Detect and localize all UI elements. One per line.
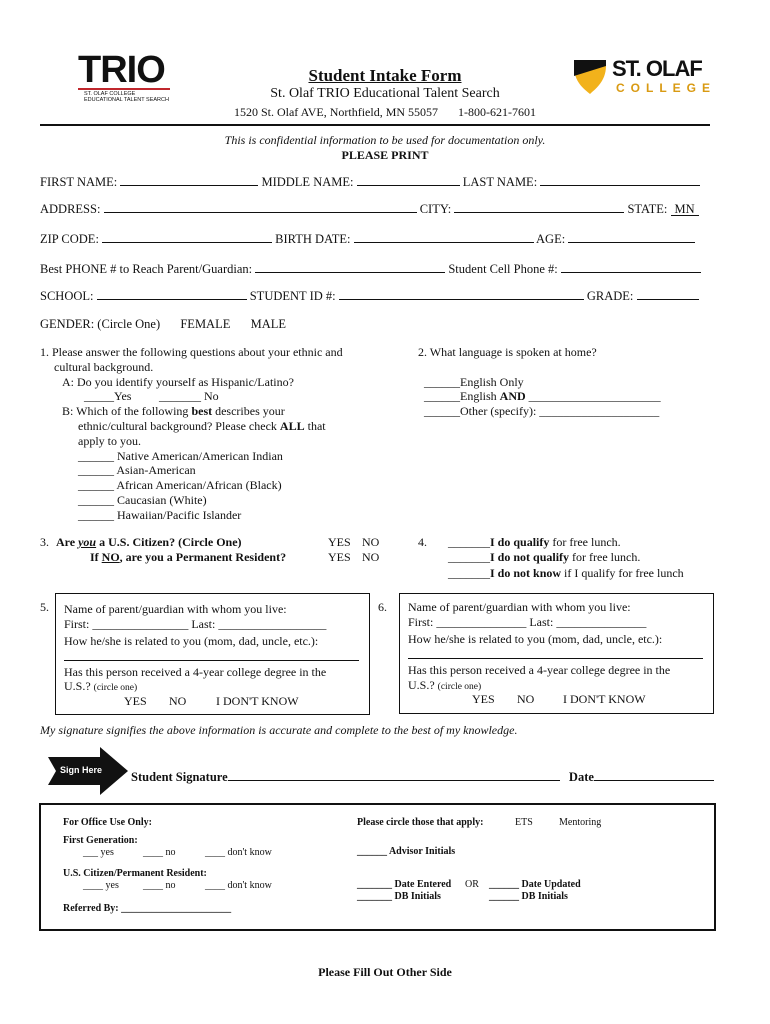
stolaf-logo-top: ST. OLAF [612, 56, 702, 81]
q1-b2-pre: ethnic/cultural background? Please check [78, 418, 280, 433]
office-db-initials-2[interactable]: ______ DB Initials [489, 891, 568, 902]
first-name-label: FIRST NAME: [40, 175, 118, 189]
address-field[interactable] [104, 200, 417, 213]
office-date-updated[interactable]: ______ Date Updated [489, 879, 581, 890]
q6-us [408, 678, 481, 695]
middle-name-field[interactable] [357, 173, 460, 186]
q5-num: 5. [40, 600, 49, 614]
office-citizen-dont-know[interactable]: ____ don't know [205, 880, 272, 891]
office-citizen-yes[interactable]: ____ yes [83, 880, 119, 891]
page-subtitle: St. Olaf TRIO Educational Talent Search [270, 86, 500, 101]
q6-first-last[interactable]: First: _______________ Last: _______________ [408, 615, 647, 629]
trio-logo-text: TRIO [78, 49, 165, 91]
student-id-label: STUDENT ID #: [249, 289, 336, 303]
trio-logo-sub1: ST. OLAF COLLEGE [84, 91, 136, 97]
q6-yes[interactable]: YES [472, 692, 495, 706]
best-phone-label: Best PHONE # to Reach Parent/Guardian: [40, 262, 253, 276]
q3-no-1[interactable]: NO [362, 535, 380, 549]
gender-male[interactable]: MALE [250, 317, 287, 331]
address-label: ADDRESS: [40, 202, 101, 216]
signature-row [131, 768, 714, 785]
birth-date-field[interactable] [354, 230, 534, 243]
q4-opt-dont-know[interactable] [418, 566, 718, 581]
q2-opt2-pre: ______English [424, 389, 500, 404]
q6-name: Name of parent/guardian with whom you live: [408, 600, 631, 614]
q3-num: 3. [40, 535, 49, 549]
office-db-initials-1[interactable]: _______ DB Initials [357, 891, 441, 902]
stolaf-logo [572, 54, 717, 100]
q5-degree: Has this person received a 4-year college degree in the [64, 665, 327, 679]
date-field[interactable] [594, 768, 714, 781]
city-label: CITY: [419, 202, 452, 216]
sign-here-label: Sign Here [60, 765, 103, 775]
q3-l2-a: If [90, 550, 102, 564]
age-field[interactable] [568, 230, 695, 243]
question-1 [40, 345, 380, 523]
student-signature-field[interactable] [228, 768, 560, 781]
q1-a-yes[interactable]: _____Yes [84, 389, 132, 404]
q1-a: A: Do you identify yourself as Hispanic/Latino? [62, 374, 294, 389]
school-label: SCHOOL: [40, 289, 94, 303]
q6-degree: Has this person received a 4-year college degree in the [408, 663, 671, 677]
q3-yes-2[interactable]: YES [328, 550, 351, 564]
q4-l2-bold: I do not qualify [490, 550, 570, 565]
state-field[interactable]: MN [671, 203, 699, 216]
q1-option[interactable]: ______ Native American/American Indian [78, 448, 283, 463]
q4-l2-post: for free lunch. [569, 550, 641, 565]
office-citizen: U.S. Citizen/Permanent Resident: [63, 868, 207, 879]
q4-l3-pre: _______ [448, 565, 490, 580]
q3-no-2[interactable]: NO [362, 550, 380, 564]
header-address [0, 105, 770, 120]
header-address-text: 1520 St. Olaf AVE, Northfield, MN 55057 [233, 105, 439, 119]
header-divider [40, 124, 710, 126]
gender-row [40, 317, 286, 332]
trio-logo-sub2: EDUCATIONAL TALENT SEARCH [84, 97, 169, 103]
q1-b-line3: apply to you. [78, 433, 141, 448]
page-title: Student Intake Form [308, 66, 462, 85]
footer-note: Please Fill Out Other Side [318, 965, 452, 979]
office-citizen-no[interactable]: ____ no [143, 880, 176, 891]
office-title: For Office Use Only: [63, 817, 152, 828]
q6-box [399, 593, 714, 714]
q3-l1-b: a U.S. Citizen? (Circle One) [96, 535, 242, 549]
office-first-gen-dont-know[interactable]: ____ don't know [205, 847, 272, 858]
q6-relation: How he/she is related to you (mom, dad, uncle, etc.): [408, 632, 663, 646]
best-phone-field[interactable] [255, 260, 445, 273]
name-row [40, 173, 710, 190]
student-id-field[interactable] [339, 287, 584, 300]
q4-l3-bold: I do not know [490, 565, 562, 580]
last-name-field[interactable] [540, 173, 700, 186]
q5-box [55, 593, 370, 715]
q2-opt2-bold: AND [499, 389, 526, 404]
q5-us-text: U.S.? [64, 679, 91, 693]
q4-num: 4. [418, 535, 427, 549]
sign-here-arrow [48, 747, 128, 795]
q4-l3-post: if I qualify for free lunch [561, 565, 684, 580]
q2-opt-other[interactable]: ______Other (specify): ____________________ [424, 404, 660, 419]
last-name-label: LAST NAME: [462, 175, 538, 189]
q5-no[interactable]: NO [169, 694, 187, 708]
q5-relation-field[interactable] [64, 660, 359, 661]
q1-option[interactable]: ______ Caucasian (White) [78, 492, 207, 507]
q5-idk[interactable]: I DON'T KNOW [216, 694, 299, 708]
zip-field[interactable] [102, 230, 272, 243]
state-label: STATE: [627, 202, 668, 216]
stolaf-shield-icon [572, 56, 608, 96]
office-circle: Please circle those that apply: [357, 817, 484, 828]
phone-row [40, 260, 720, 277]
q2-opt-english-only[interactable]: ______English Only [424, 374, 524, 389]
office-first-gen-yes[interactable]: ___ yes [83, 847, 114, 858]
confidential-notice: This is confidential information to be used for documentation only. [224, 133, 546, 147]
zip-label: ZIP CODE: [40, 232, 99, 246]
question-2 [418, 345, 718, 419]
q4-opt-not-qualify[interactable] [418, 550, 718, 565]
grade-label: GRADE: [586, 289, 634, 303]
question-4 [418, 535, 718, 581]
q1-option[interactable]: ______ African American/African (Black) [78, 478, 282, 493]
q1-a-no[interactable]: _______ No [159, 389, 219, 404]
q4-l2-pre: _______ [448, 550, 490, 565]
school-field[interactable] [97, 287, 247, 300]
q5-name: Name of parent/guardian with whom you live: [64, 602, 287, 616]
q1-b2-bold: ALL [279, 418, 305, 433]
office-first-gen-no[interactable]: ____ no [143, 847, 176, 858]
office-advisor[interactable]: ______ Advisor Initials [357, 846, 456, 857]
q5-yes[interactable]: YES [124, 694, 147, 708]
header-phone: 1-800-621-7601 [458, 105, 537, 119]
q1-b-line1 [40, 404, 380, 419]
q3-l1-you: you [78, 535, 97, 549]
q1-b2-post: that [304, 418, 326, 433]
stolaf-logo-bottom: COLLEGE [616, 81, 717, 95]
q6-circle: (circle one) [437, 682, 482, 692]
q5-relation: How he/she is related to you (mom, dad, uncle, etc.): [64, 634, 319, 648]
q1-text-2: cultural background. [54, 359, 154, 374]
city-field[interactable] [454, 200, 624, 213]
q2-text: 2. What language is spoken at home? [418, 345, 597, 359]
please-print: PLEASE PRINT [341, 148, 429, 162]
q6-us-text: U.S.? [408, 678, 435, 692]
first-name-field[interactable] [120, 173, 258, 186]
student-signature-label: Student Signature [131, 770, 228, 784]
gender-label: GENDER: (Circle One) [40, 317, 161, 331]
q3-l2-no: NO [101, 550, 120, 564]
office-date-entered[interactable]: _______ Date Entered [357, 879, 452, 890]
office-use-box [39, 803, 716, 931]
date-label: Date [568, 770, 594, 784]
q4-l1-post: for free lunch. [549, 535, 621, 549]
q1-option[interactable]: ______ Hawaiian/Pacific Islander [78, 507, 242, 522]
q1-a-options [40, 389, 380, 404]
q3-l1-a: Are [56, 535, 79, 549]
office-referred[interactable]: Referred By: ______________________ [63, 903, 232, 914]
cell-phone-label: Student Cell Phone #: [448, 262, 558, 276]
q4-l1-bold: I do qualify [490, 535, 550, 549]
q6-idk[interactable]: I DON'T KNOW [563, 692, 646, 706]
q3-yes-1[interactable]: YES [328, 535, 351, 549]
q2-opt2-post: ______________________ [525, 389, 661, 404]
office-ets[interactable]: ETS [515, 817, 533, 828]
middle-name-label: MIDDLE NAME: [261, 175, 354, 189]
cell-phone-field[interactable] [561, 260, 701, 273]
q6-num: 6. [378, 600, 387, 614]
office-or: OR [465, 879, 479, 890]
gender-female[interactable]: FEMALE [180, 317, 231, 331]
q1-b1-pre: B: Which of the following [62, 404, 192, 419]
office-first-gen: First Generation: [63, 835, 138, 846]
q3-l2-b: , are you a Permanent Resident? [119, 550, 287, 564]
school-row [40, 287, 720, 304]
q4-opt-qualify[interactable] [418, 535, 718, 550]
address-row [40, 200, 720, 217]
q5-circle: (circle one) [93, 683, 138, 693]
question-3 [40, 535, 390, 565]
q1-b1-post: describes your [212, 404, 285, 419]
q5-first-last[interactable]: First: ________________ Last: __________________ [64, 617, 327, 631]
q1-option[interactable]: ______ Asian-American [78, 463, 196, 478]
q1-b1-bold: best [191, 404, 213, 419]
office-mentoring[interactable]: Mentoring [559, 817, 602, 828]
signature-statement: My signature signifies the above information is accurate and complete to the best of my knowledge. [40, 723, 518, 737]
q1-b-line2 [40, 419, 380, 434]
q4-l1-pre: _______ [448, 535, 490, 549]
q2-opt-english-and[interactable] [418, 389, 718, 404]
birth-date-label: BIRTH DATE: [275, 232, 351, 246]
q1-text-1: 1. Please answer the following questions about your ethnic and [40, 345, 343, 359]
age-label: AGE: [536, 232, 566, 246]
zip-row [40, 230, 720, 247]
q6-no[interactable]: NO [517, 692, 535, 706]
q6-relation-field[interactable] [408, 658, 703, 659]
grade-field[interactable] [637, 287, 699, 300]
